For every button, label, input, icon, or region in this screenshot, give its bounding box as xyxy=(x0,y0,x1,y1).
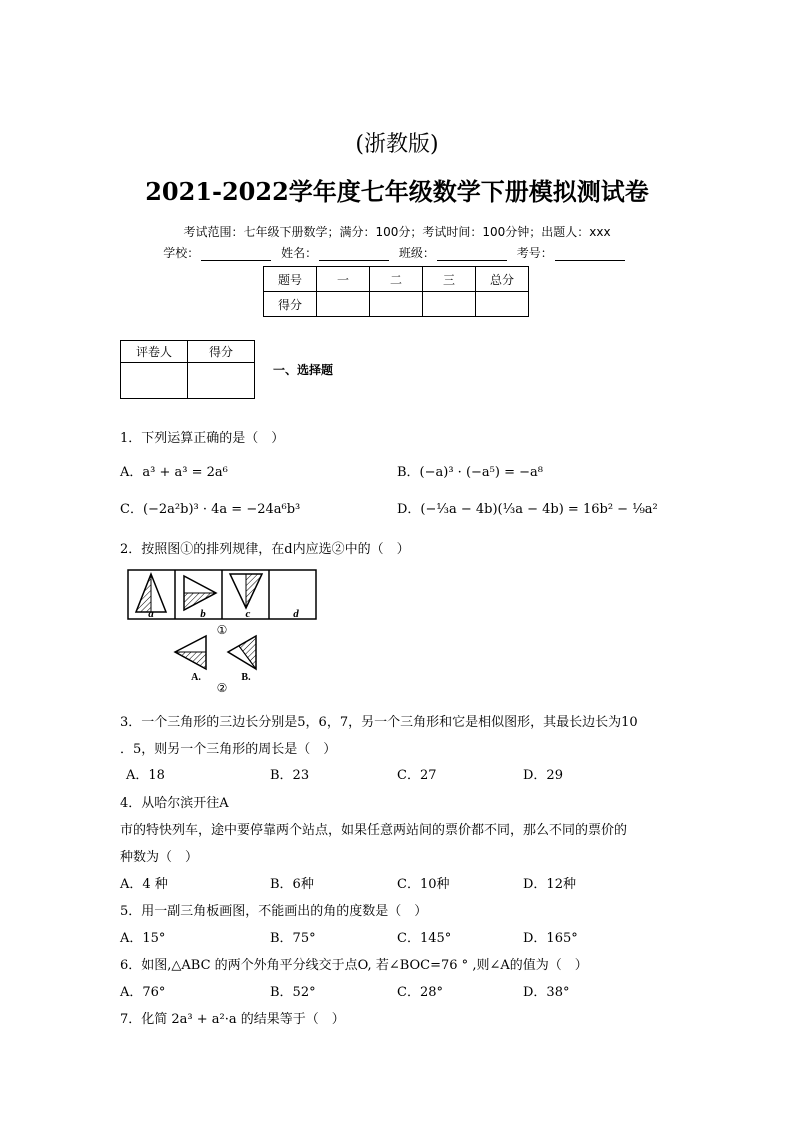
exam-meta: 考试范围：七年级下册数学；满分：100分；考试时间：100分钟；出题人：xxx xyxy=(183,225,611,239)
score-table xyxy=(263,266,529,317)
question-4-stem: 4．从哈尔滨开往A xyxy=(120,796,229,811)
q4-option-b: B．6种 xyxy=(270,877,314,892)
q6-option-d: D．38° xyxy=(523,985,570,1000)
q1-option-b: B．(−a)³ · (−a⁵) = −a⁸ xyxy=(397,465,543,480)
question-3-stem-cont: ．5，则另一个三角形的周长是（ ） xyxy=(120,742,337,757)
q4-option-a: A．4 种 xyxy=(120,877,168,892)
score-header: 一 xyxy=(317,267,370,292)
q3-option-c: C．27 xyxy=(397,768,437,783)
question-5-stem: 5．用一副三角板画图，不能画出的角的度数是（ ） xyxy=(120,904,428,919)
question-2-stem: 2．按照图①的排列规律，在d内应选②中的（ ） xyxy=(120,542,410,557)
score-header: 题号 xyxy=(264,267,317,292)
q3-option-d: D．29 xyxy=(523,768,563,783)
question-4-stem-cont: 市的特快列车，途中要停靠两个站点，如果任意两站间的票价都不同，那么不同的票价的 xyxy=(120,823,628,838)
edition-label: (浙教版) xyxy=(355,132,439,157)
grader-header: 得分 xyxy=(188,341,255,363)
question-4-stem-cont2: 种数为（ ） xyxy=(120,850,199,865)
option-a-label: A. xyxy=(191,672,201,683)
label-c: c xyxy=(245,608,251,620)
exam-title: 2021-2022学年度七年级数学下册模拟测试卷 xyxy=(145,177,649,206)
score-cell[interactable] xyxy=(423,292,476,317)
q5-option-c: C．145° xyxy=(397,931,452,946)
grader-table xyxy=(120,340,255,399)
q4-option-d: D．12种 xyxy=(523,877,576,892)
q5-option-a: A．15° xyxy=(120,931,166,946)
name-blank[interactable] xyxy=(319,248,389,261)
question-7-stem: 7．化简 2a³ + a²·a 的结果等于（ ） xyxy=(120,1012,345,1027)
q3-option-b: B．23 xyxy=(270,768,310,783)
score-header: 二 xyxy=(370,267,423,292)
label-d: d xyxy=(293,608,299,620)
student-fields xyxy=(0,244,794,261)
label-a: a xyxy=(148,608,154,620)
score-cell[interactable] xyxy=(370,292,423,317)
score-cell[interactable] xyxy=(476,292,529,317)
q6-option-c: C．28° xyxy=(397,985,443,1000)
score-row-label: 得分 xyxy=(264,292,317,317)
label-b: b xyxy=(200,608,206,620)
question-3-stem: 3．一个三角形的三边长分别是5，6，7，另一个三角形和它是相似图形，其最长边长为10 xyxy=(120,715,638,730)
q6-option-a: A．76° xyxy=(120,985,166,1000)
field-class: 班级： xyxy=(398,246,435,260)
q5-option-d: D．165° xyxy=(523,931,578,946)
figure-1-row xyxy=(128,570,316,620)
score-header: 总分 xyxy=(476,267,529,292)
pattern-figure xyxy=(124,566,324,694)
section-title: 一、选择题 xyxy=(273,363,334,377)
grader-header: 评卷人 xyxy=(121,341,188,363)
score-header: 三 xyxy=(423,267,476,292)
score-cell[interactable] xyxy=(317,292,370,317)
class-blank[interactable] xyxy=(437,248,507,261)
question-6-stem: 6．如图,△ABC 的两个外角平分线交于点O, 若∠BOC=76 ° ,则∠A的值为（ ） xyxy=(120,958,588,973)
q6-option-b: B．52° xyxy=(270,985,316,1000)
field-school: 学校： xyxy=(163,246,200,260)
q1-option-d: D．(−⅓a − 4b)(⅓a − 4b) = 16b² − ⅑a² xyxy=(397,502,658,517)
school-blank[interactable] xyxy=(201,248,271,261)
q5-option-b: B．75° xyxy=(270,931,316,946)
figure-1-label: ① xyxy=(216,623,228,637)
grader-cell[interactable] xyxy=(188,363,255,399)
q4-option-c: C．10种 xyxy=(397,877,450,892)
q1-option-a: A．a³ + a³ = 2a⁶ xyxy=(120,465,228,480)
figure-2-label: ② xyxy=(216,681,228,694)
grader-cell[interactable] xyxy=(121,363,188,399)
number-blank[interactable] xyxy=(555,248,625,261)
question-1-stem: 1．下列运算正确的是（ ） xyxy=(120,431,285,446)
q1-option-c: C．(−2a²b)³ · 4a = −24a⁶b³ xyxy=(120,502,301,517)
q3-option-a: A．18 xyxy=(126,768,165,783)
field-number: 考号： xyxy=(516,246,553,260)
field-name: 姓名： xyxy=(281,246,318,260)
option-b-label: B. xyxy=(241,672,251,683)
